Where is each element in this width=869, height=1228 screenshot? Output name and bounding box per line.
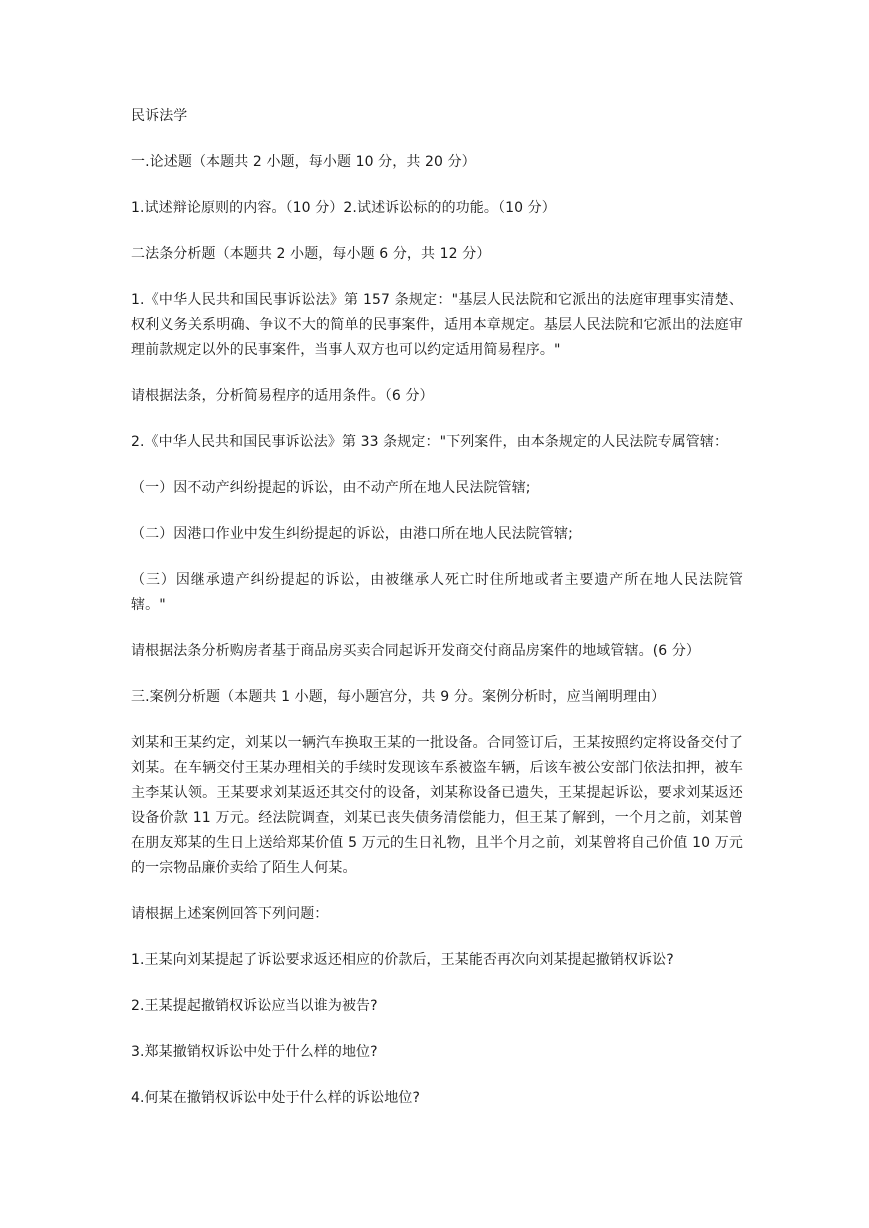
case-text: 刘某和王某约定，刘某以一辆汽车换取王某的一批设备。合同签订后，王某按照约定将设备交付了刘某。在车辆交付王某办理相关的手续时发现该车系被盗车辆，后该车被公安部门依法扣押，被车主李某认领。王某要求刘某返还其交付的设备，刘某称设备已遗失，王某提起诉讼，要求刘某返还设备价款 11 万元。经法院调查，刘某已丧失债务清偿能力，但王某了解到，一个月之前，刘某曾在朋友郑某的生日上送给郑某价值 5 万元的生日礼物，且半个月之前，刘某曾将自己价值 10 万元的一宗物品廉价卖给了陌生人何某。 [131,735,743,876]
q2-2-statute-text: 2.《中华人民共和国民事诉讼法》第 33 条规定："下列案件，由本条规定的人民法院专属管辖： [131,434,729,450]
q2-1-prompt: 请根据法条，分析简易程序的适用条件。（6 分） [131,388,434,404]
section3-heading: 三.案例分析题（本题共 1 小题，每小题宫分，共 9 分。案例分析时，应当阐明理由） [131,689,666,705]
q2-2-item-1: （一）因不动产纠纷提起的诉讼，由不动产所在地人民法院管辖; [131,480,531,496]
q2-2-item-3: （三）因继承遗产纠纷提起的诉讼，由被继承人死亡时住所地或者主要遗产所在地人民法院管辖。" [131,572,743,613]
section2-heading: 二法条分析题（本题共 2 小题，每小题 6 分，共 12 分） [131,246,491,262]
document-title: 民诉法学 [131,108,188,124]
case-question-4: 4.何某在撤销权诉讼中处于什么样的诉讼地位? [131,1090,420,1106]
case-question-1: 1.王某向刘某提起了诉讼要求返还相应的价款后，王某能否再次向刘某提起撤销权诉讼? [131,952,674,968]
q2-2-prompt: 请根据法条分析购房者基于商品房买卖合同起诉开发商交付商品房案件的地域管辖。(6 分） [131,643,701,659]
case-prompt: 请根据上述案例回答下列问题： [131,906,329,922]
document-body [131,104,743,1132]
case-question-3: 3.郑某撤销权诉讼中处于什么样的地位? [131,1044,378,1060]
case-question-2: 2.王某提起撤销权诉讼应当以谁为被告? [131,998,378,1014]
q2-1-statute-text: 1.《中华人民共和国民事诉讼法》第 157 条规定："基层人民法院和它派出的法庭审理事实清楚、权利义务关系明确、争议不大的简单的民事案件，适用本章规定。基层人民法院和它派出的法庭审理前款规定以外的民事案件，当事人双方也可以约定适用简易程序。" [131,292,743,358]
section1-heading: 一.论述题（本题共 2 小题，每小题 10 分，共 20 分） [131,154,476,170]
q2-2-item-2: （二）因港口作业中发生纠纷提起的诉讼，由港口所在地人民法院管辖; [131,526,573,542]
section1-questions: 1.试述辩论原则的内容。（10 分）2.试述诉讼标的的功能。（10 分） [131,200,556,216]
